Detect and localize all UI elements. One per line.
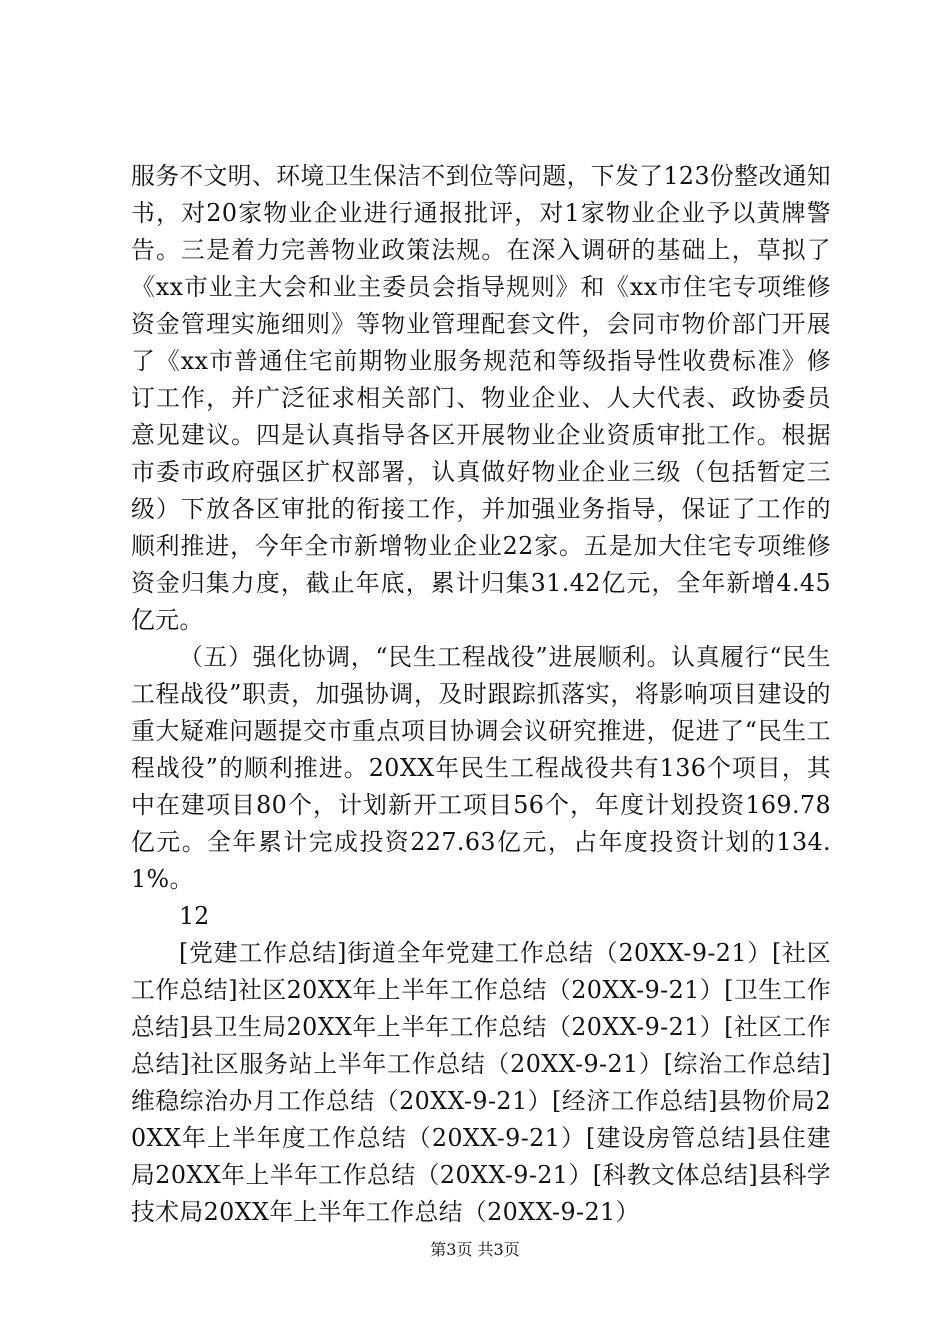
paragraph-livelihood-projects: （五）强化协调，“民生工程战役”进展顺利。认真履行“民生工程战役”职责，加强协调，及时跟踪抓落实，将影响项目建设的重大疑难问题提交市重点项目协调会议研究推进，促进了“民生工程战役”的顺利推进。20XX年民生工程战役共有136个项目，其中在建项目80个，计划新开工项目56个，年度计划投资169.78亿元。全年累计完成投资227.63亿元，占年度投资计划的134.1%。 — [131, 643, 831, 893]
inline-page-number: 12 — [179, 902, 210, 930]
paragraph-related-links: [党建工作总结]街道全年党建工作总结（20XX-9-21）[社区工作总结]社区20XX年上半年工作总结（20XX-9-21）[卫生工作总结]县卫生局20XX年上半年工作总结（20XX-9-21）[社区工作总结]社区服务站上半年工作总结（20XX-9-21）[综治工作总结]维稳综治办月工作总结（20XX-9-21）[经济工作总结]县物价局20XX年上半年度工作总结（20XX-9-21）[建设房管总结]县住建局20XX年上半年工作总结（20XX-9-21）[科教文体总结]县科学技术局20XX年上半年工作总结（20XX-9-21） — [131, 939, 831, 1226]
paragraph-property-management: 服务不文明、环境卫生保洁不到位等问题，下发了123份整改通知书，对20家物业企业进行通报批评，对1家物业企业予以黄牌警告。三是着力完善物业政策法规。在深入调研的基础上，草拟了《xx市业主大会和业主委员会指导规则》和《xx市住宅专项维修资金管理实施细则》等物业管理配套文件，会同市物价部门开展了《xx市普通住宅前期物业服务规范和等级指导性收费标准》修订工作，并广泛征求相关部门、物业企业、人大代表、政协委员意见建议。四是认真指导各区开展物业企业资质审批工作。根据市委市政府强区扩权部署，认真做好物业企业三级（包括暂定三级）下放各区审批的衔接工作，并加强业务指导，保证了工作的顺利推进，今年全市新增物业企业22家。五是加大住宅专项维修资金归集力度，截止年底，累计归集31.42亿元，全年新增4.45亿元。 — [131, 162, 831, 634]
document-body — [131, 158, 831, 1231]
page-footer: 第3页 共3页 — [430, 1240, 520, 1259]
